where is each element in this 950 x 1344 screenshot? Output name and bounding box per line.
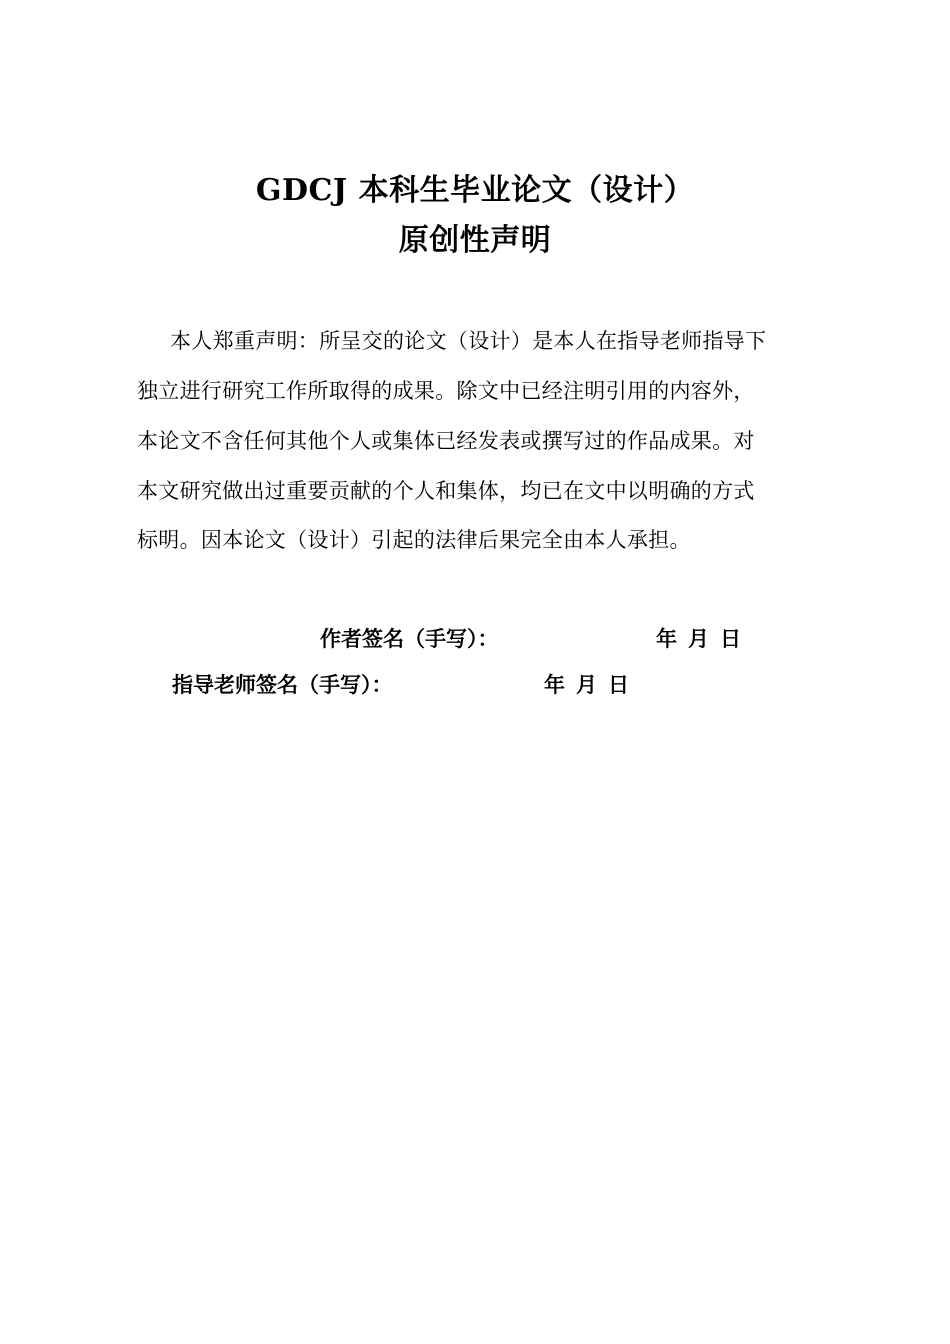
advisor-signature-label: 指导老师签名（手写）：	[172, 672, 393, 697]
author-date-year: 年	[656, 626, 677, 651]
author-signature-date	[656, 624, 741, 654]
declaration-line-2: 独立进行研究工作所取得的成果。除文中已经注明引用的内容外，	[137, 379, 755, 403]
author-date-month: 月	[688, 626, 709, 651]
declaration-line-4: 本文研究做出过重要贡献的个人和集体，均已在文中以明确的方式	[137, 479, 755, 503]
declaration-line-5: 标明。因本论文（设计）引起的法律后果完全由本人承担。	[137, 528, 691, 552]
advisor-date-day: 日	[608, 672, 629, 697]
document-subtitle: 原创性声明	[398, 223, 552, 258]
advisor-date-year: 年	[544, 672, 565, 697]
author-date-day: 日	[720, 626, 741, 651]
declaration-line-3: 本论文不含任何其他个人或集体已经发表或撰写过的作品成果。对	[137, 429, 755, 453]
document-title: GDCJ 本科生毕业论文（设计）	[255, 173, 695, 208]
advisor-date-month: 月	[576, 672, 597, 697]
declaration-line-1: 本人郑重声明：所呈交的论文（设计）是本人在指导老师指导下	[170, 329, 767, 353]
author-signature-label: 作者签名（手写）：	[320, 626, 499, 651]
advisor-signature-date	[544, 670, 629, 700]
